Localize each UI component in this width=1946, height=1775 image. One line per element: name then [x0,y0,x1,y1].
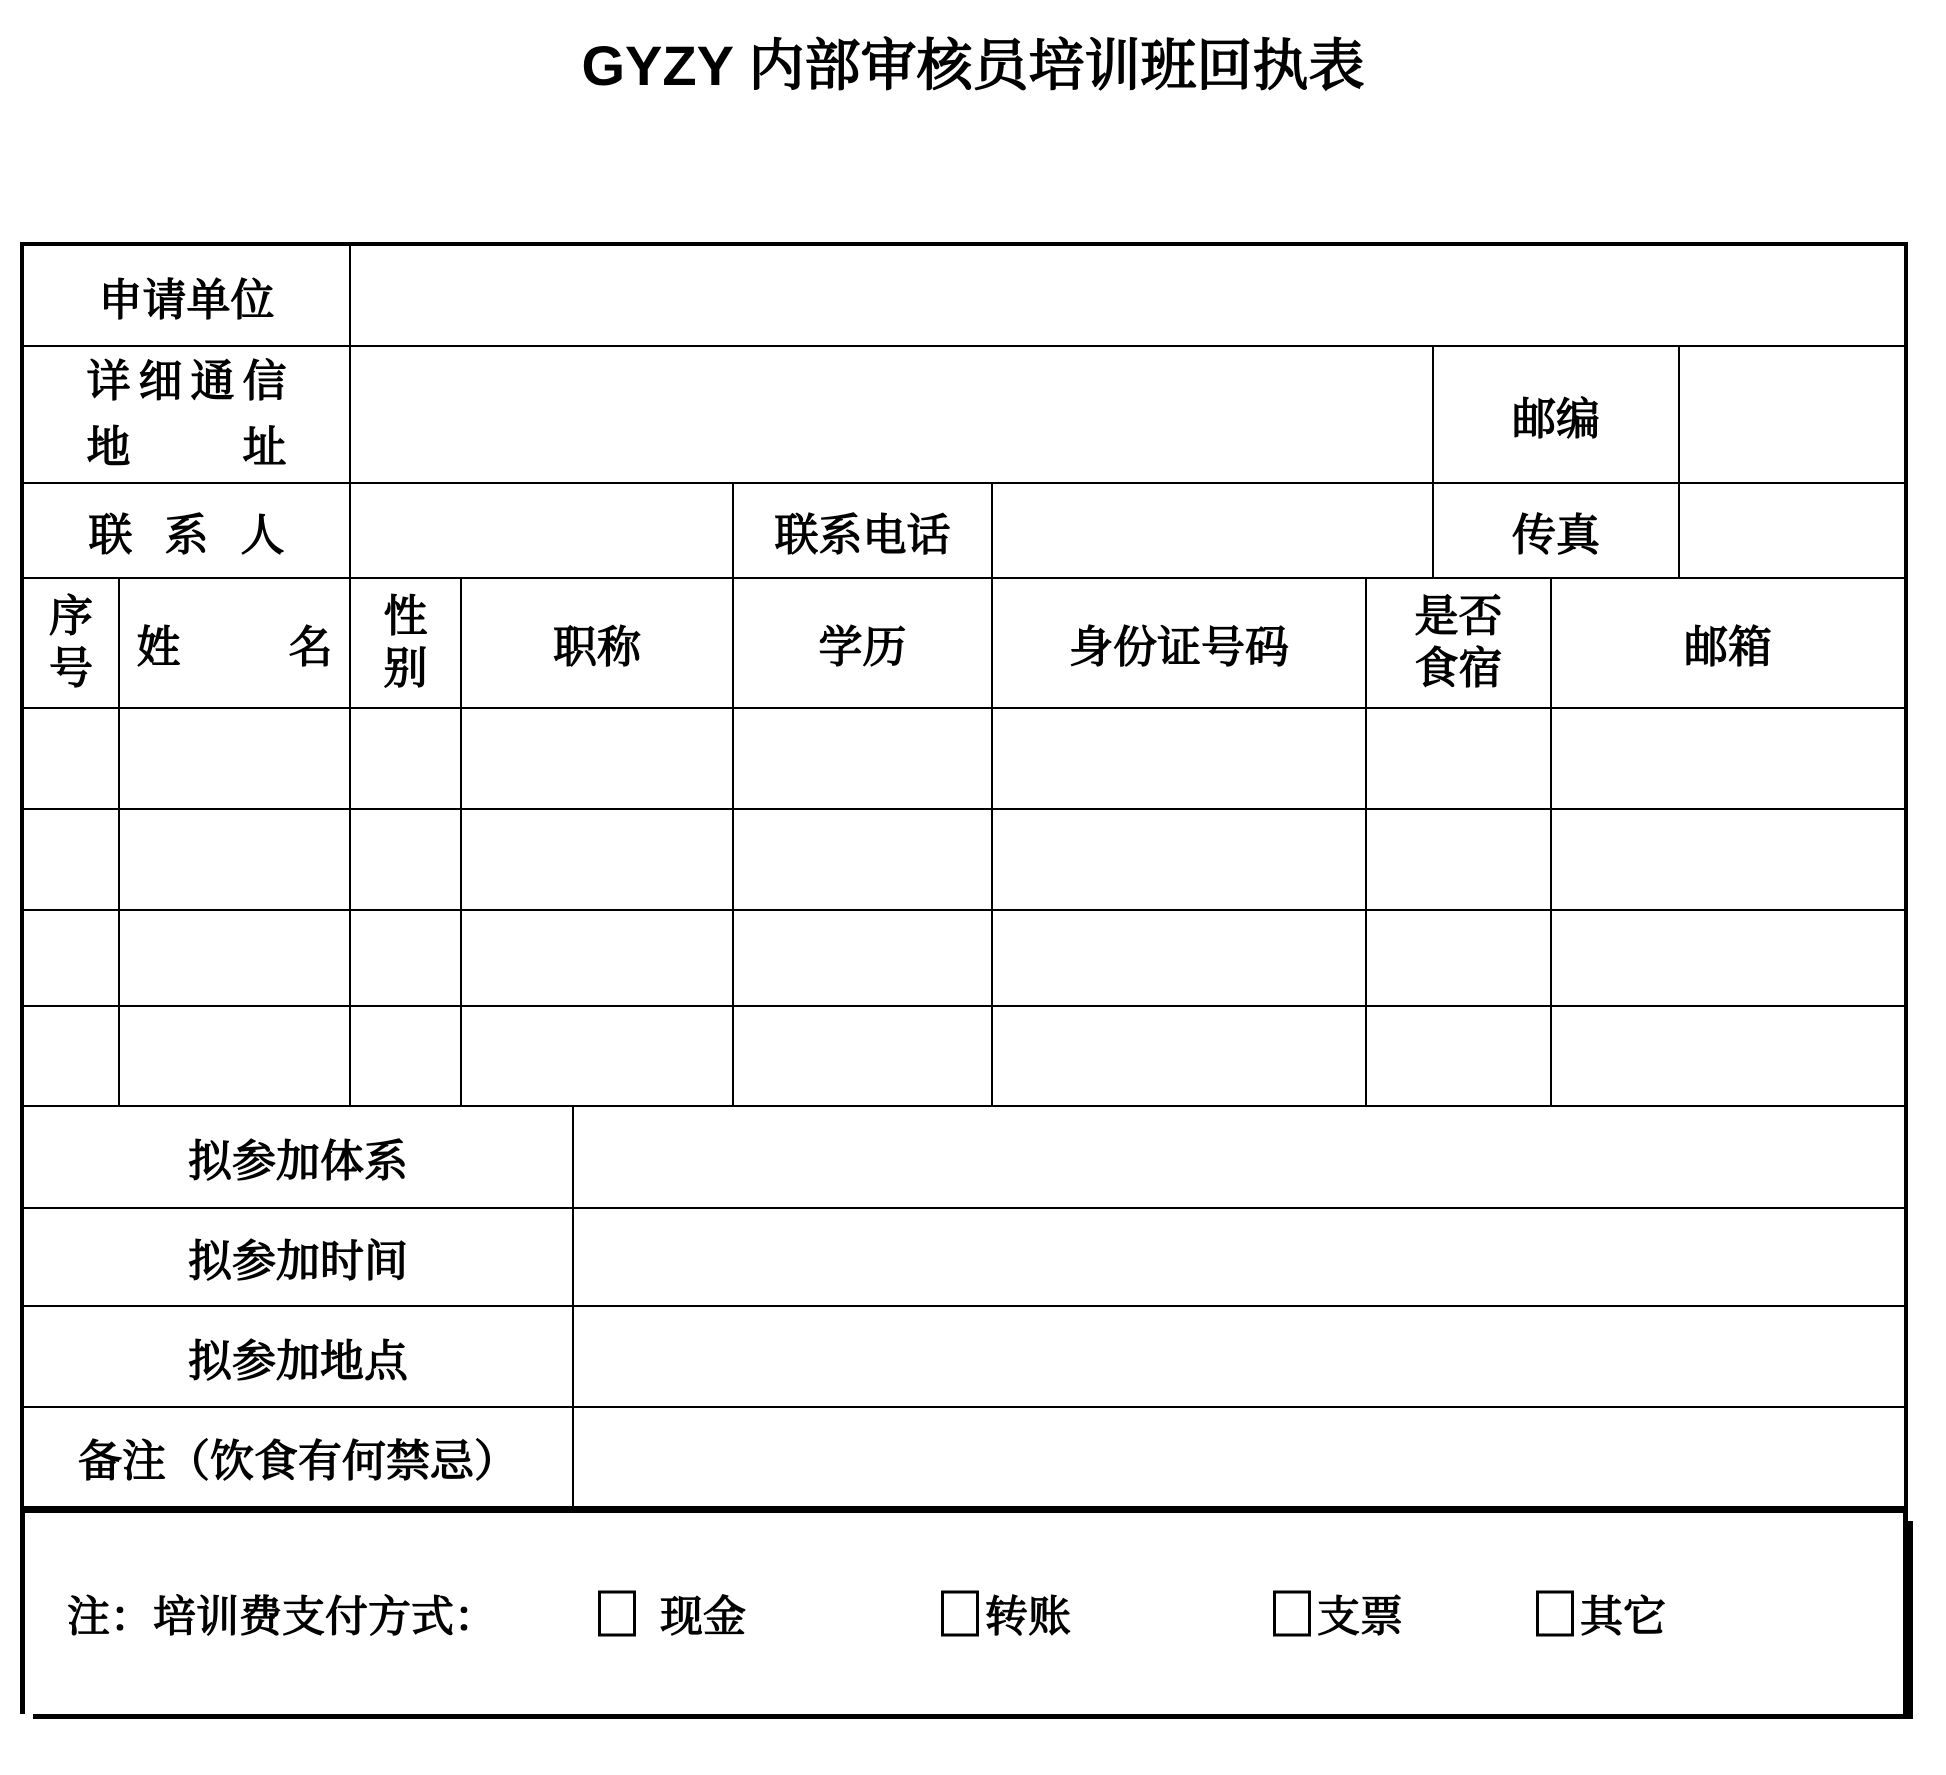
transfer-label: 转账 [985,1593,1071,1641]
contact-phone-input[interactable] [993,484,1434,577]
participant-cell[interactable] [734,911,993,1005]
header-board: 是否 食宿 [1367,579,1552,707]
proposed-time-label: 拟参加时间 [24,1209,574,1305]
contact-row [24,484,1904,579]
postal-code-label: 邮编 [1434,347,1680,482]
header-job-title: 职称 [462,579,734,707]
participant-cell[interactable] [1552,709,1904,808]
payment-option-other[interactable] [1536,1583,1666,1644]
fax-label: 传真 [1434,484,1680,577]
participant-cell[interactable] [1367,911,1552,1005]
participant-cell[interactable] [462,810,734,909]
participant-row [24,1007,1904,1107]
participant-cell[interactable] [993,1007,1367,1105]
page-title: GYZY 内部审核员培训班回执表 [581,34,1365,97]
cash-checkbox[interactable] [598,1591,636,1637]
participant-cell[interactable] [993,810,1367,909]
proposed-place-input[interactable] [574,1307,1904,1406]
other-checkbox[interactable] [1536,1591,1574,1637]
participant-cell[interactable] [24,709,120,808]
contact-person-input[interactable] [351,484,734,577]
payment-note-row [20,1508,1908,1714]
participant-cell[interactable] [24,1007,120,1105]
participant-cell[interactable] [1552,810,1904,909]
participant-cell[interactable] [120,1007,351,1105]
remarks-row [24,1408,1904,1508]
proposed-system-label: 拟参加体系 [24,1107,574,1207]
participant-cell[interactable] [351,709,462,808]
participant-row [24,911,1904,1007]
participant-cell[interactable] [1367,709,1552,808]
participant-cell[interactable] [1367,810,1552,909]
participant-cell[interactable] [734,810,993,909]
header-gender: 性 别 [351,579,462,707]
participant-cell[interactable] [1367,1007,1552,1105]
participant-cell[interactable] [351,1007,462,1105]
participant-cell[interactable] [120,810,351,909]
participant-cell[interactable] [734,1007,993,1105]
participant-cell[interactable] [993,709,1367,808]
applicant-unit-label: 申请单位 [24,246,351,345]
applicant-unit-input[interactable] [351,246,1904,345]
participant-cell[interactable] [462,911,734,1005]
proposed-time-input[interactable] [574,1209,1904,1305]
participant-cell[interactable] [24,810,120,909]
header-no: 序 号 [24,579,120,707]
participant-cell[interactable] [1552,1007,1904,1105]
payment-method-label: 注：培训费支付方式： [67,1593,497,1641]
applicant-unit-row [24,246,1904,347]
remarks-input[interactable] [574,1408,1904,1506]
transfer-checkbox[interactable] [941,1591,979,1637]
fax-input[interactable] [1680,484,1904,577]
participant-row [24,810,1904,911]
proposed-time-row [24,1209,1904,1307]
payment-note-inner [25,1513,1903,1714]
participant-cell[interactable] [462,709,734,808]
contact-phone-label: 联系电话 [734,484,993,577]
address-row [24,347,1904,484]
payment-option-cash[interactable] [598,1583,746,1644]
participant-cell[interactable] [351,911,462,1005]
participant-cell[interactable] [993,911,1367,1005]
participant-cell[interactable] [462,1007,734,1105]
payment-option-transfer[interactable] [941,1583,1071,1644]
contact-person-label: 联系人 [24,484,351,577]
check-label: 支票 [1317,1593,1403,1641]
other-label: 其它 [1580,1593,1666,1641]
address-label: 详细通信 地址 [24,347,351,482]
form-table [20,242,1908,1714]
header-email: 邮箱 [1684,623,1772,672]
participant-row [24,709,1904,810]
check-checkbox[interactable] [1273,1591,1311,1637]
proposed-system-input[interactable] [574,1107,1904,1207]
participant-cell[interactable] [120,911,351,1005]
proposed-place-label: 拟参加地点 [24,1307,574,1406]
header-id-number: 身份证号码 [993,579,1367,707]
postal-code-input[interactable] [1680,347,1904,482]
remarks-label: 备注（饮食有何禁忌） [24,1408,574,1506]
address-input[interactable] [351,347,1434,482]
participant-cell[interactable] [24,911,120,1005]
payment-option-check[interactable] [1273,1583,1403,1644]
proposed-place-row [24,1307,1904,1408]
proposed-system-row [24,1107,1904,1209]
participant-cell[interactable] [734,709,993,808]
participant-cell[interactable] [120,709,351,808]
participant-cell[interactable] [1552,911,1904,1005]
participant-cell[interactable] [351,810,462,909]
participant-header-row [24,579,1904,709]
header-name: 姓名 [120,579,351,707]
cash-label: 现金 [660,1593,746,1641]
header-education: 学历 [734,579,993,707]
